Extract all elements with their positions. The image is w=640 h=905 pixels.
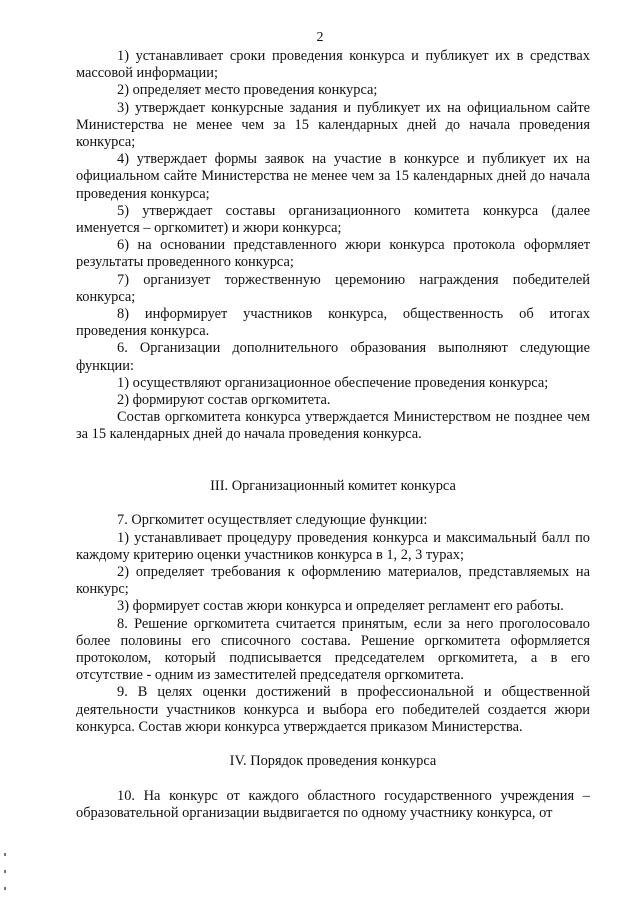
scan-edge-mark [4, 887, 6, 890]
paragraph: 8) информирует участников конкурса, общественность об итогах проведения конкурса. [76, 306, 590, 340]
paragraph: 3) утверждает конкурсные задания и публикует их на официальном сайте Министерства не менее чем за 15 календарных дней до начала проведения конкурса; [76, 99, 590, 151]
paragraph: 5) утверждает составы организационного комитета конкурса (далее именуется – оргкомитет) и жюри конкурса; [76, 202, 590, 237]
paragraph: 2) формируют состав оргкомитета. [117, 392, 331, 409]
paragraph: 6) на основании представленного жюри конкурса протокола оформляет результаты проведенного конкурса; [76, 237, 590, 271]
page-number: 2 [316, 30, 324, 45]
paragraph: 4) утверждает формы заявок на участие в конкурсе и публикует их на официальном сайте Министерства не менее чем за 15 календарных дней до начала проведения конкурса; [76, 151, 590, 202]
scan-edge-mark [4, 853, 6, 856]
paragraph: 2) определяет требования к оформлению материалов, представляемых на конкурс; [76, 564, 590, 598]
blank-line [76, 736, 590, 753]
section-heading: IV. Порядок проведения конкурса [229, 753, 437, 770]
paragraph: 8. Решение оргкомитета считается принятым, если за него проголосовало более половины его списочного состава. Решение оргкомитета оформляется протоколом, который подписывается председателем оргкомитета, а в его отсутствие - одним из заместителей председателя оргкомитета. [76, 615, 590, 684]
paragraph: 7) организует торжественную церемонию награждения победителей конкурса; [76, 271, 590, 305]
blank-line [76, 461, 590, 478]
paragraph: 3) формирует состав жюри конкурса и определяет регламент его работы. [117, 598, 564, 615]
paragraph: Состав оргкомитета конкурса утверждается Министерством не позднее чем за 15 календарных дней до начала проведения конкурса. [76, 409, 590, 443]
blank-line [76, 770, 590, 787]
document-body [76, 48, 590, 822]
paragraph: 9. В целях оценки достижений в профессиональной и общественной деятельности участников конкурса и выбора его победителей создается жюри конкурса. Состав жюри конкурса утверждается приказом Министерства. [76, 684, 590, 735]
paragraph: 1) устанавливает сроки проведения конкурса и публикует их в средствах массовой информации; [76, 48, 590, 82]
paragraph: 2) определяет место проведения конкурса; [117, 82, 378, 99]
paragraph: 1) осуществляют организационное обеспечение проведения конкурса; [117, 374, 549, 391]
scan-edge-mark [4, 870, 6, 873]
blank-line [76, 495, 590, 512]
paragraph: 10. На конкурс от каждого областного государственного учреждения – образовательной организации выдвигается по одному участнику конкурса, от [76, 787, 590, 821]
section-heading: III. Организационный комитет конкурса [210, 478, 456, 495]
paragraph: 7. Оргкомитет осуществляет следующие функции: [117, 512, 428, 529]
blank-line [76, 444, 590, 461]
paragraph: 1) устанавливает процедуру проведения конкурса и максимальный балл по каждому критерию оценки участников конкурса в 1, 2, 3 турах; [76, 529, 590, 563]
paragraph: 6. Организации дополнительного образования выполняют следующие функции: [76, 340, 590, 374]
